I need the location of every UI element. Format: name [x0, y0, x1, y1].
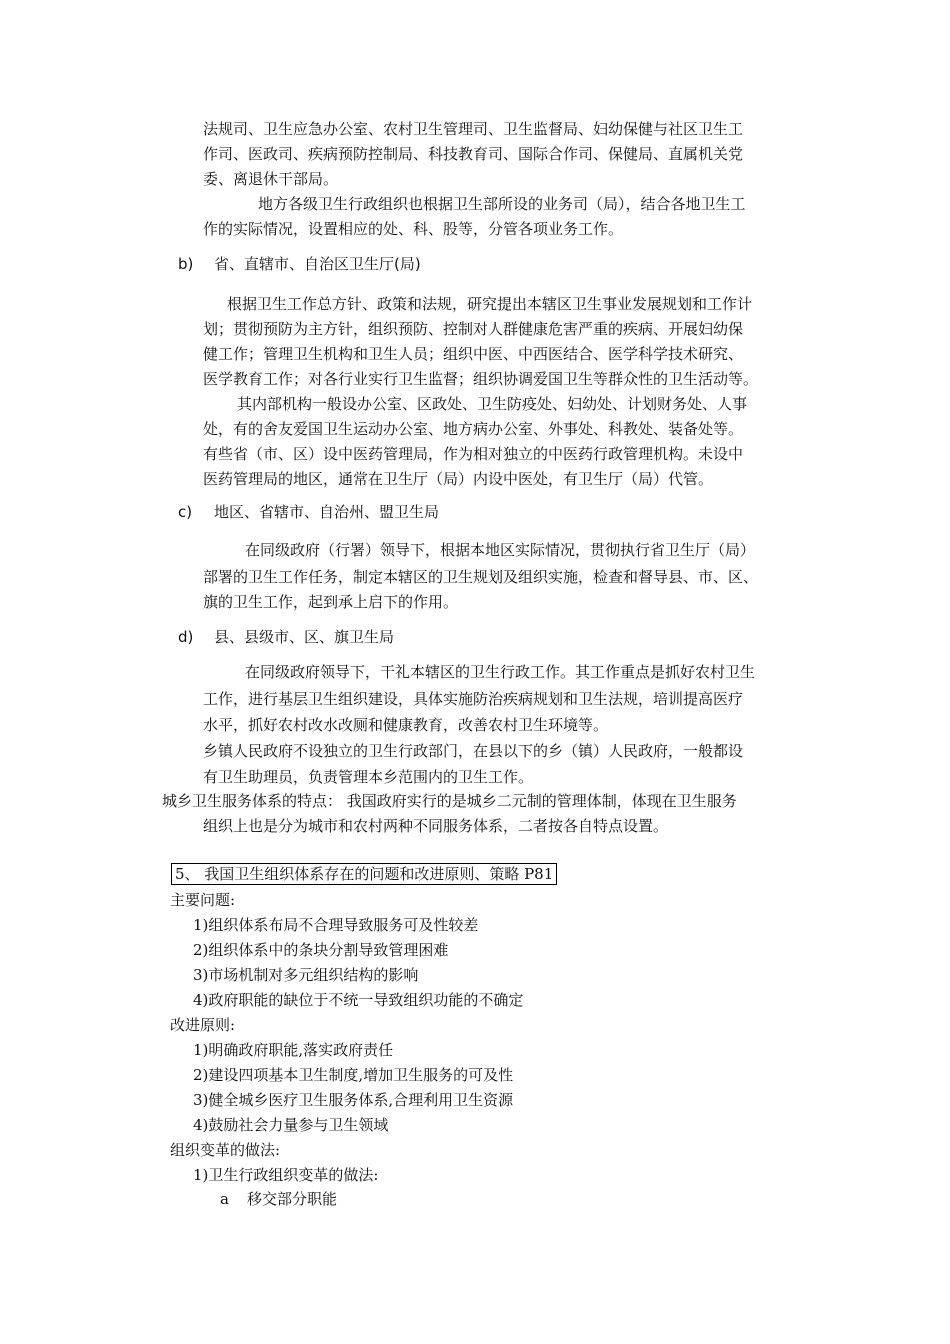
- problems-heading: 主要问题:: [170, 891, 236, 909]
- section-b-title: 省、直辖市、自治区卫生厅(局): [214, 255, 421, 273]
- section-c-title: 地区、省辖市、自治州、盟卫生局: [214, 503, 440, 521]
- principle-item: 1)明确政府职能,落实政府责任: [193, 1041, 394, 1059]
- reform-item: 1)卫生行政组织变革的做法:: [193, 1166, 379, 1184]
- problem-item: 1)组织体系布局不合理导致服务可及性较差: [193, 916, 479, 934]
- section-b-label: b): [178, 255, 194, 273]
- section-d-paragraph-line: 工作，进行基层卫生组织建设，具体实施防治疾病规划和卫生法规，培训提高医疗: [203, 690, 744, 708]
- section-b-paragraph-line: 医学教育工作；对各行业实行卫生监督；组织协调爱国卫生等群众性的卫生活动等。: [203, 370, 759, 388]
- principle-item: 2)建设四项基本卫生制度,增加卫生服务的可及性: [193, 1066, 514, 1084]
- section-b-paragraph-line: 医药管理局的地区，通常在卫生厅（局）内设中医处，有卫生厅（局）代管。: [203, 470, 714, 488]
- section-5-title-box: 5、 我国卫生组织体系存在的问题和改进原则、策略 P81: [171, 863, 557, 885]
- problem-item: 2)组织体系中的条块分割导致管理困难: [193, 941, 449, 959]
- intro-line: 法规司、卫生应急办公室、农村卫生管理司、卫生监督局、妇幼保健与社区卫生工: [203, 120, 744, 138]
- section-c-label: c): [178, 503, 193, 521]
- section-d-paragraph-line: 乡镇人民政府不设独立的卫生行政部门，在县以下的乡（镇）人民政府，一般都设: [203, 742, 744, 760]
- section-d-label: d): [178, 628, 194, 646]
- section-d-paragraph-line: 在同级政府领导下，干礼本辖区的卫生行政工作。其工作重点是抓好农村卫生: [245, 663, 756, 681]
- section-d-title: 县、县级市、区、旗卫生局: [214, 628, 395, 646]
- principle-item: 3)健全城乡医疗卫生服务体系,合理利用卫生资源: [193, 1091, 514, 1109]
- intro-line: 作司、医政司、疾病预防控制局、科技教育司、国际合作司、保健局、直属机关党: [203, 145, 744, 163]
- section-c-heading: [178, 502, 439, 522]
- section-b-paragraph-line: 健工作；管理卫生机构和卫生人员；组织中医、中西医结合、医学科学技术研究、: [203, 345, 744, 363]
- intro-paragraph-line: 地方各级卫生行政组织也根据卫生部所设的业务司（局），结合各地卫生工: [258, 195, 746, 213]
- intro-line: 委、离退休干部局。: [203, 170, 339, 188]
- section-c-paragraph-line: 旗的卫生工作，起到承上启下的作用。: [203, 593, 459, 611]
- reform-heading: 组织变革的做法:: [170, 1141, 281, 1159]
- section-d-paragraph-line: 有卫生助理员，负责管理本乡范围内的卫生工作。: [203, 768, 534, 786]
- urban-rural-line: 组织上也是分为城市和农村两种不同服务体系，二者按各自特点设置。: [203, 817, 669, 835]
- section-d-paragraph-line: 水平，抓好农村改水改厕和健康教育，改善农村卫生环境等。: [203, 716, 609, 734]
- section-c-paragraph-line: 在同级政府（行署）领导下，根据本地区实际情况，贯彻执行省卫生厅（局）: [245, 541, 756, 559]
- section-b-paragraph-line: 根据卫生工作总方针、政策和法规，研究提出本辖区卫生事业发展规划和工作计: [227, 295, 753, 313]
- reform-subitem-label: a: [220, 1190, 229, 1208]
- section-b-paragraph-line: 处，有的舍友爱国卫生运动办公室、地方病办公室、外事处、科教处、装备处等。: [203, 420, 744, 438]
- section-b-paragraph-line: 划；贯彻预防为主方针，组织预防、控制对人群健康危害严重的疾病、开展妇幼保: [203, 320, 744, 338]
- principle-item: 4)鼓励社会力量参与卫生领域: [193, 1116, 389, 1134]
- principles-heading: 改进原则:: [170, 1016, 236, 1034]
- section-b-heading: [178, 254, 421, 274]
- intro-paragraph-line: 作的实际情况，设置相应的处、科、股等，分管各项业务工作。: [203, 220, 624, 238]
- section-b-paragraph-line: 其内部机构一般设办公室、区政处、卫生防疫处、妇幼处、计划财务处、人事: [237, 395, 748, 413]
- urban-rural-line: 城乡卫生服务体系的特点： 我国政府实行的是城乡二元制的管理体制，体现在卫生服务: [162, 792, 737, 810]
- section-c-paragraph-line: 部署的卫生工作任务，制定本辖区的卫生规划及组织实施，检查和督导县、市、区、: [203, 568, 759, 586]
- reform-subitem: [220, 1189, 337, 1209]
- section-b-paragraph-line: 有些省（市、区）设中医药管理局，作为相对独立的中医药行政管理机构。未设中: [203, 445, 744, 463]
- reform-subitem-text: 移交部分职能: [246, 1190, 337, 1208]
- section-d-heading: [178, 627, 394, 647]
- problem-item: 4)政府职能的缺位于不统一导致组织功能的不确定: [193, 991, 524, 1009]
- problem-item: 3)市场机制对多元组织结构的影响: [193, 966, 419, 984]
